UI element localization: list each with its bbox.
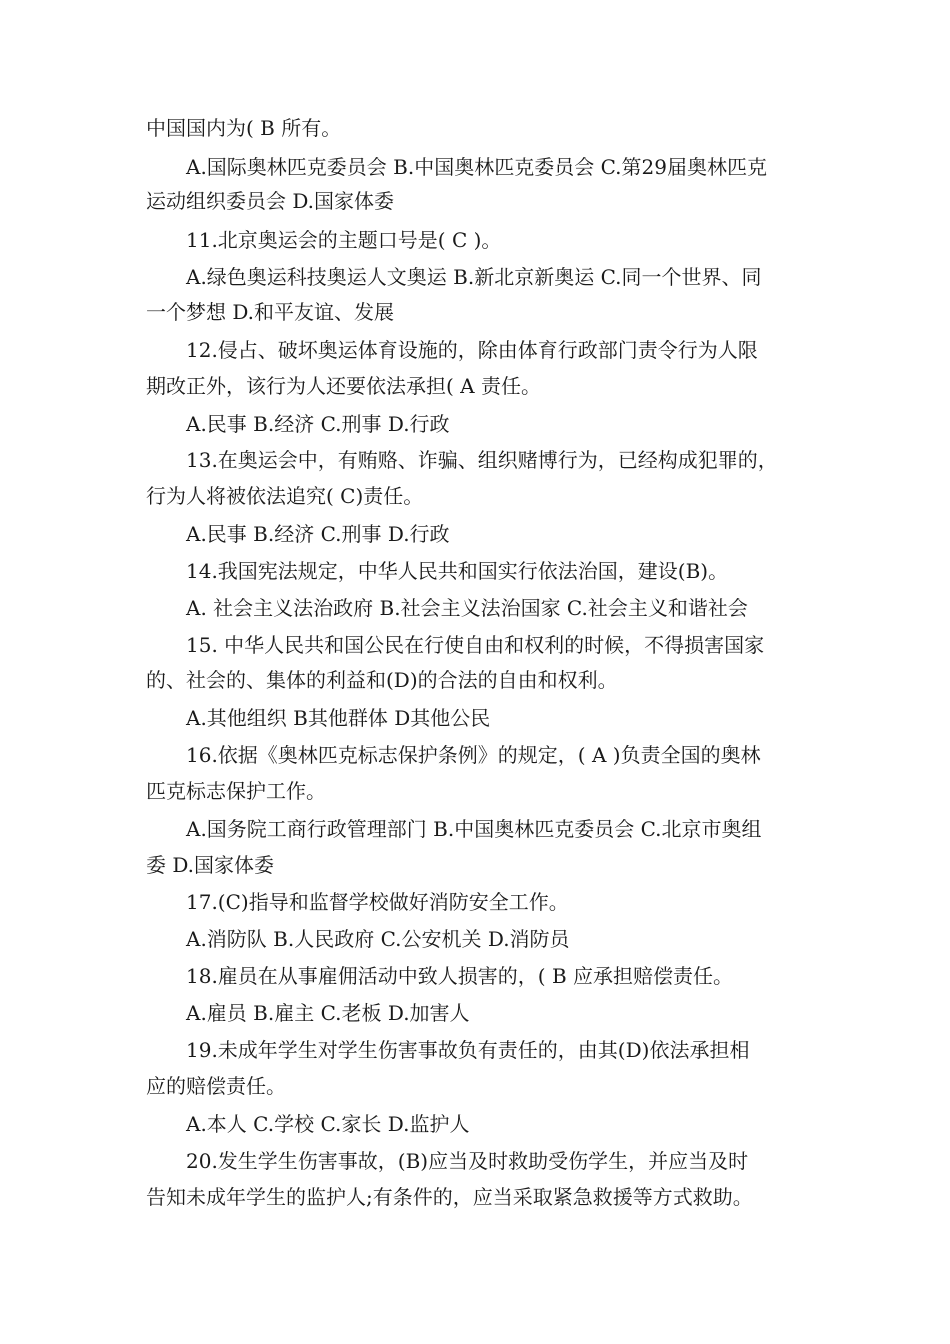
text-line: 中国国内为( B 所有。	[146, 116, 342, 140]
text-line: A.绿色奥运科技奥运人文奥运 B.新北京新奥运 C.同一个世界、同	[186, 265, 762, 289]
text-line: 11.北京奥运会的主题口号是( C )。	[186, 228, 502, 252]
text-line: A.民事 B.经济 C.刑事 D.行政	[186, 412, 450, 436]
text-line: A.雇员 B.雇主 C.老板 D.加害人	[186, 1001, 470, 1025]
text-line: A.民事 B.经济 C.刑事 D.行政	[186, 522, 450, 546]
text-line: 期改正外，该行为人还要依法承担( A 责任。	[146, 374, 541, 398]
text-line: 19.未成年学生对学生伤害事故负有责任的，由其(D)依法承担相	[186, 1038, 750, 1062]
text-line: 匹克标志保护工作。	[146, 779, 326, 803]
text-line: A.国际奥林匹克委员会 B.中国奥林匹克委员会 C.第29届奥林匹克	[186, 155, 767, 179]
text-line: 运动组织委员会 D.国家体委	[146, 189, 395, 213]
text-line: 18.雇员在从事雇佣活动中致人损害的，( B 应承担赔偿责任。	[186, 964, 734, 988]
text-line: 委 D.国家体委	[146, 853, 275, 877]
text-line: A.国务院工商行政管理部门 B.中国奥林匹克委员会 C.北京市奥组	[186, 817, 762, 841]
text-line: 应的赔偿责任。	[146, 1074, 286, 1098]
text-line: 16.依据《奥林匹克标志保护条例》的规定，( A )负责全国的奥林	[186, 743, 761, 767]
text-line: A.其他组织 B其他群体 D其他公民	[186, 706, 491, 730]
text-line: 的、社会的、集体的利益和(D)的合法的自由和权利。	[146, 668, 618, 692]
text-line: 15. 中华人民共和国公民在行使自由和权利的时候，不得损害国家	[186, 633, 765, 657]
text-line: A.消防队 B.人民政府 C.公安机关 D.消防员	[186, 927, 570, 951]
text-line: A. 社会主义法治政府 B.社会主义法治国家 C.社会主义和谐社会	[186, 596, 748, 620]
text-line: 17.(C)指导和监督学校做好消防安全工作。	[186, 890, 569, 914]
text-line: 20.发生学生伤害事故，(B)应当及时救助受伤学生，并应当及时	[186, 1149, 749, 1173]
text-line: 14.我国宪法规定，中华人民共和国实行依法治国，建设(B)。	[186, 559, 729, 583]
text-line: 12.侵占、破坏奥运体育设施的，除由体育行政部门责令行为人限	[186, 338, 758, 362]
text-line: 13.在奥运会中，有贿赂、诈骗、组织赌博行为，已经构成犯罪的，	[186, 448, 778, 472]
text-line: A.本人 C.学校 C.家长 D.监护人	[186, 1112, 470, 1136]
text-line: 一个梦想 D.和平友谊、发展	[146, 300, 395, 324]
text-line: 告知未成年学生的监护人;有条件的，应当采取紧急救援等方式救助。	[146, 1185, 753, 1209]
text-line: 行为人将被依法追究( C)责任。	[146, 484, 424, 508]
